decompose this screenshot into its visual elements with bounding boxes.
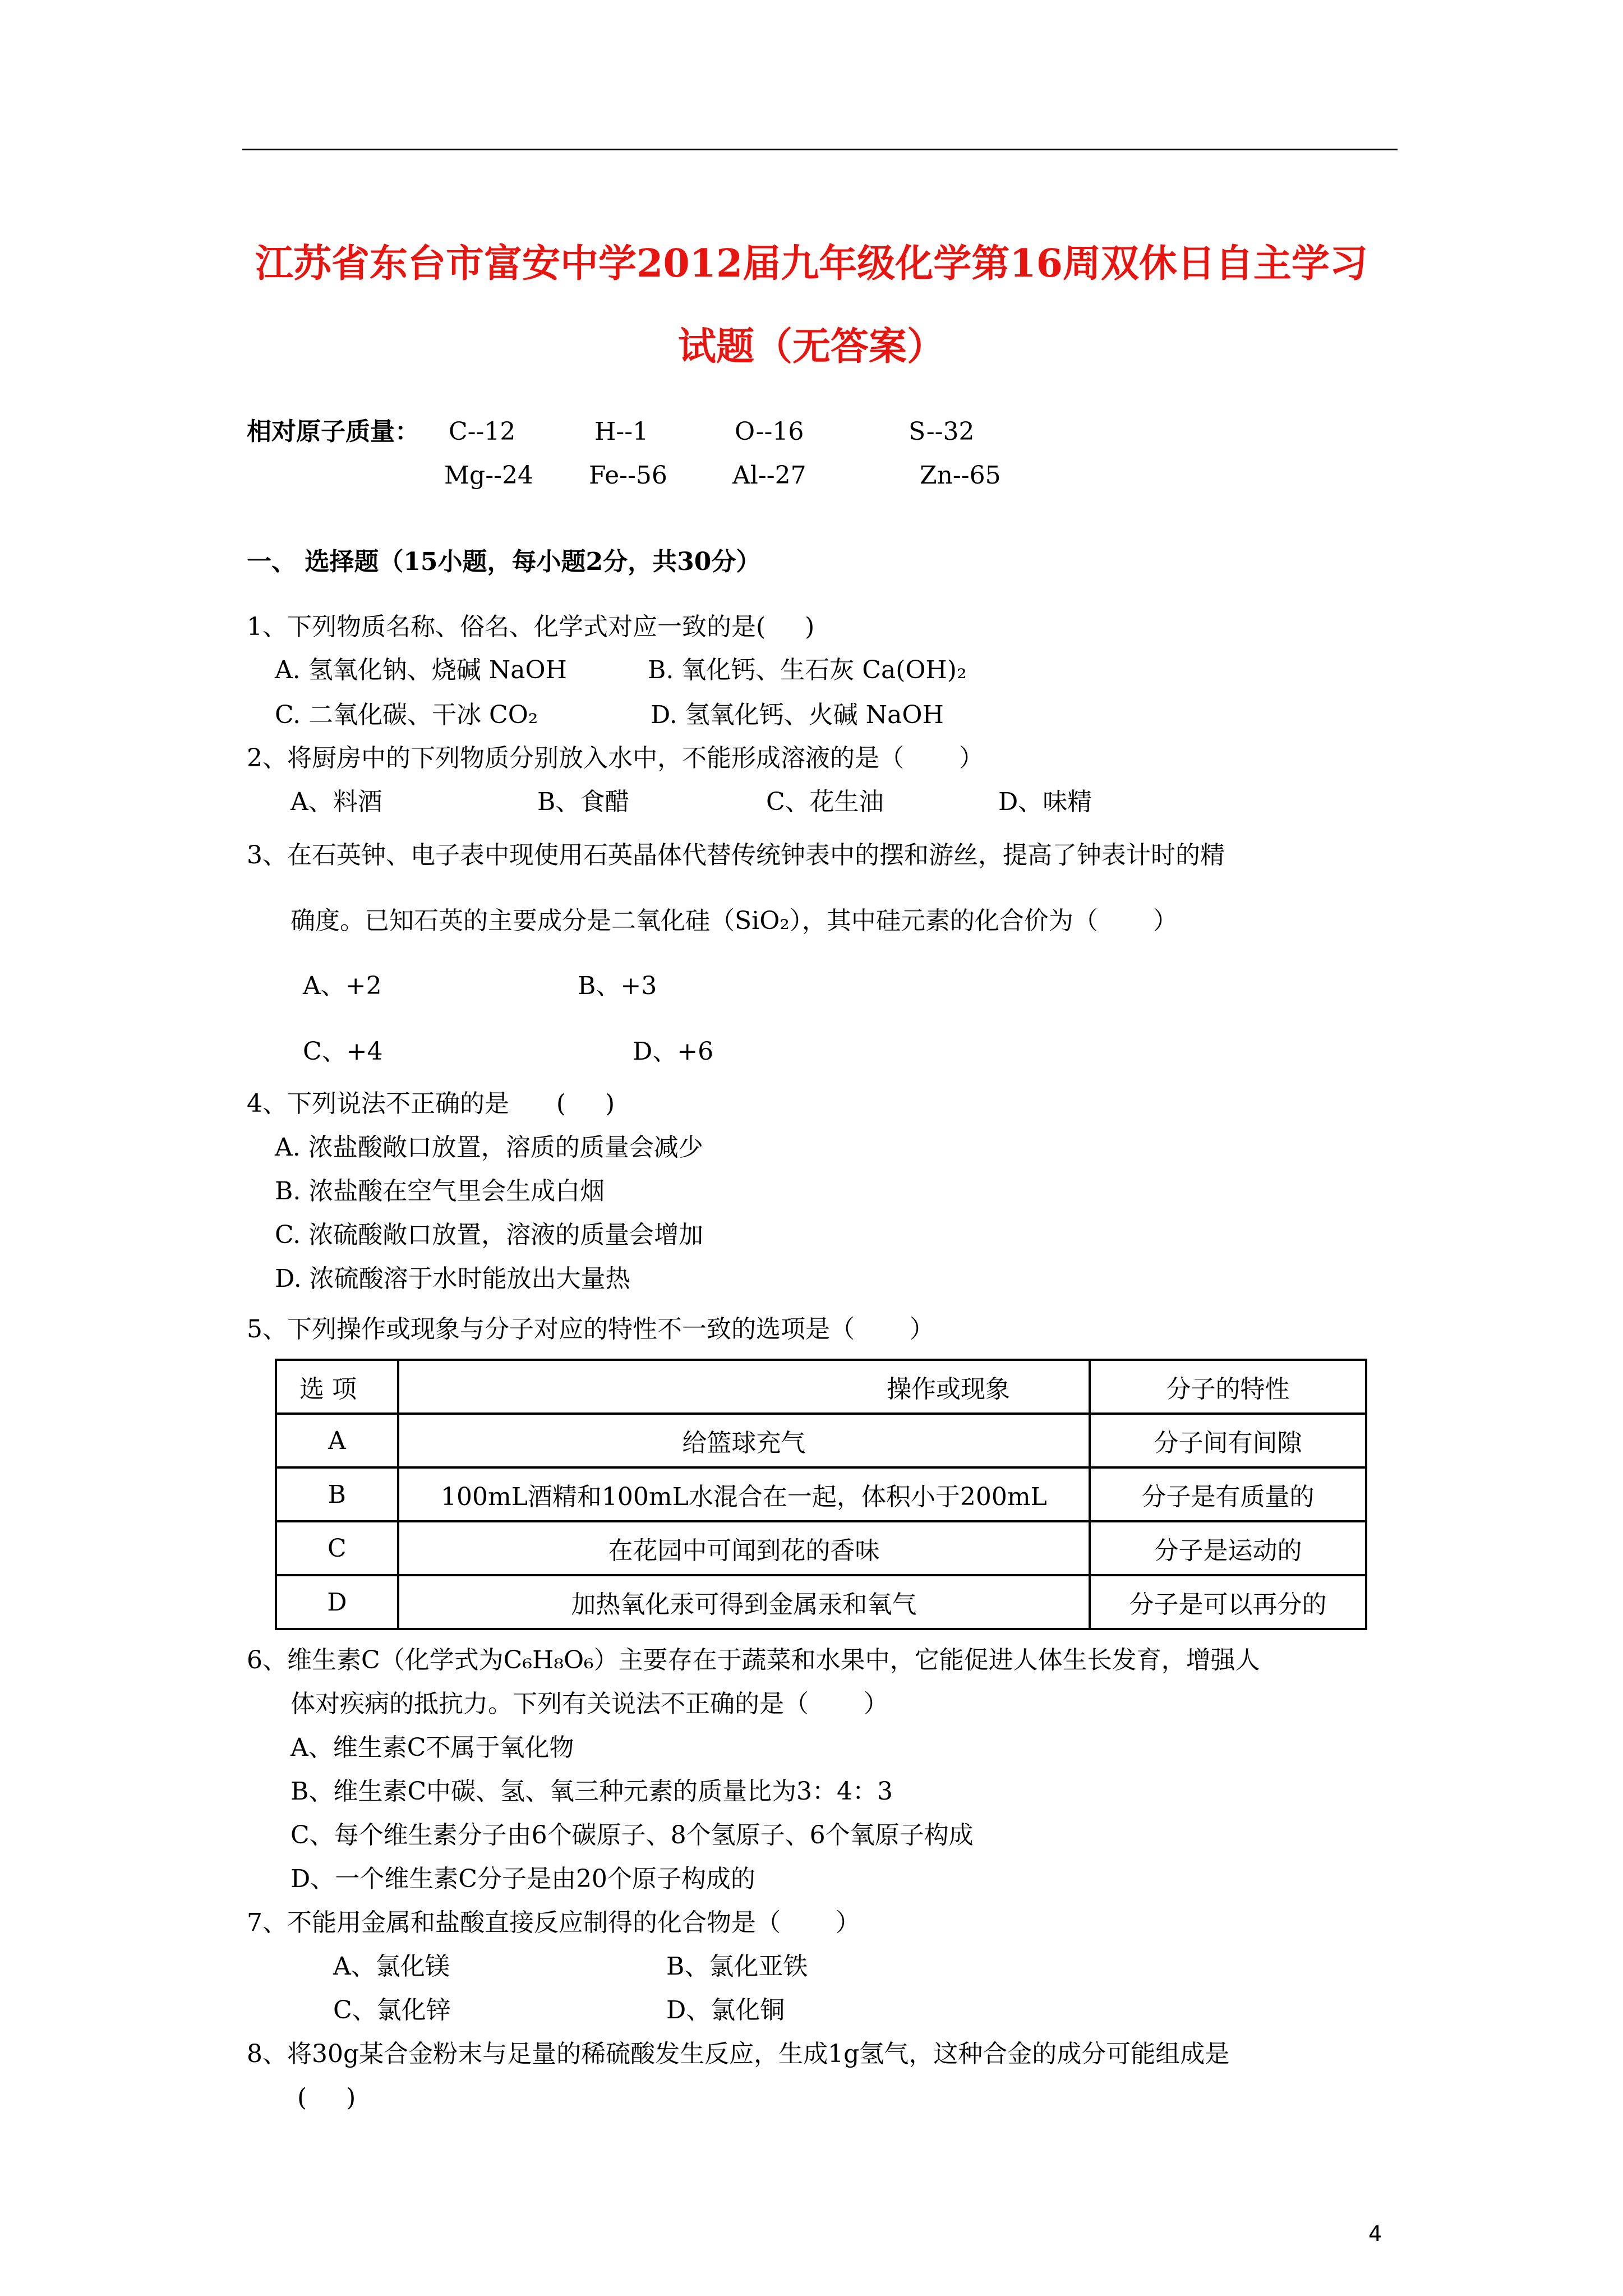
- q1-stem: 1、下列物质名称、俗名、化学式对应一致的是( ): [247, 613, 815, 641]
- q4-option-c: C. 浓硫酸敞口放置，溶液的质量会增加: [275, 1221, 704, 1249]
- q5-row-d-option: D: [276, 1575, 398, 1629]
- q3-option-b: B、+3: [578, 972, 657, 1000]
- q5-row-b-operation: 100mL酒精和100mL水混合在一起，体积小于200mL: [398, 1467, 1090, 1521]
- q5-header-property: 分子的特性: [1090, 1360, 1366, 1414]
- q7-option-d: D、氯化铜: [666, 1996, 785, 2024]
- atomic-mass-fe: Fe--56: [589, 461, 667, 490]
- q5-row-b-property: 分子是有质量的: [1090, 1467, 1366, 1521]
- q2-option-c: C、花生油: [766, 788, 884, 816]
- q8-stem-line1: 8、将30g某合金粉末与足量的稀硫酸发生反应，生成1g氢气，这种合金的成分可能组成是: [247, 2040, 1230, 2068]
- q7-stem: 7、不能用金属和盐酸直接反应制得的化合物是（ ）: [247, 1908, 860, 1937]
- atomic-mass-c: C--12: [449, 417, 516, 446]
- atomic-mass-s: S--32: [909, 417, 975, 446]
- q3-stem-line2: 确度。已知石英的主要成分是二氧化硅（SiO₂），其中硅元素的化合价为（ ）: [291, 907, 1178, 935]
- q2-option-a: A、料酒: [291, 788, 382, 816]
- q5-table-header-row: [276, 1360, 1366, 1414]
- header-rule: [242, 149, 1398, 150]
- q7-option-b: B、氯化亚铁: [666, 1952, 808, 1981]
- q2-stem: 2、将厨房中的下列物质分别放入水中，不能形成溶液的是（ ）: [247, 744, 984, 772]
- q5-stem: 5、下列操作或现象与分子对应的特性不一致的选项是（ ）: [247, 1315, 934, 1343]
- atomic-mass-zn: Zn--65: [920, 461, 1001, 490]
- page-number: 4: [1368, 2221, 1382, 2246]
- q3-stem-line1: 3、在石英钟、电子表中现使用石英晶体代替传统钟表中的摆和游丝，提高了钟表计时的精: [247, 841, 1225, 869]
- atomic-mass-al: Al--27: [732, 461, 806, 490]
- q5-row-d-operation: 加热氧化汞可得到金属汞和氧气: [398, 1575, 1090, 1629]
- atomic-mass-label: 相对原子质量：: [247, 417, 419, 446]
- q5-header-option: 选 项: [276, 1360, 398, 1414]
- q7-option-a: A、氯化镁: [333, 1952, 450, 1981]
- q4-option-b: B. 浓盐酸在空气里会生成白烟: [275, 1177, 605, 1205]
- section-heading: 一、 选择题（15小题，每小题2分，共30分）: [247, 547, 761, 576]
- q5-row-b-option: B: [276, 1467, 398, 1521]
- q2-option-b: B、食醋: [537, 788, 630, 816]
- q5-row-d-property: 分子是可以再分的: [1090, 1575, 1366, 1629]
- table-row: [276, 1414, 1366, 1467]
- q4-stem: 4、下列说法不正确的是 ( ): [247, 1089, 615, 1118]
- q6-stem-line1: 6、维生素C（化学式为C₆H₈O₆）主要存在于蔬菜和水果中，它能促进人体生长发育，增强人: [247, 1646, 1260, 1674]
- q4-option-a: A. 浓盐酸敞口放置，溶质的质量会减少: [275, 1133, 703, 1162]
- q6-option-a: A、维生素C不属于氧化物: [291, 1733, 574, 1762]
- q5-row-a-option: A: [276, 1414, 398, 1467]
- table-row: [276, 1521, 1366, 1575]
- q1-option-a: A. 氢氧化钠、烧碱 NaOH: [275, 656, 567, 684]
- q3-option-d: D、+6: [633, 1037, 714, 1066]
- q4-option-d: D. 浓硫酸溶于水时能放出大量热: [275, 1264, 630, 1293]
- q7-option-c: C、氯化锌: [333, 1996, 451, 2024]
- table-row: [276, 1575, 1366, 1629]
- q6-stem-line2: 体对疾病的抵抗力。下列有关说法不正确的是（ ）: [291, 1690, 888, 1718]
- q6-option-c: C、每个维生素分子由6个碳原子、8个氢原子、6个氧原子构成: [291, 1821, 974, 1849]
- q5-row-a-property: 分子间有间隙: [1090, 1414, 1366, 1467]
- q5-header-operation: 操作或现象: [398, 1360, 1090, 1414]
- atomic-mass-mg: Mg--24: [444, 461, 533, 490]
- q1-option-b: B. 氧化钙、生石灰 Ca(OH)₂: [648, 656, 967, 684]
- q1-option-d: D. 氢氧化钙、火碱 NaOH: [651, 701, 944, 729]
- q6-option-d: D、一个维生素C分子是由20个原子构成的: [291, 1865, 755, 1893]
- table-row: [276, 1467, 1366, 1521]
- q1-option-c: C. 二氧化碳、干冰 CO₂: [275, 701, 538, 729]
- q2-option-d: D、味精: [998, 788, 1092, 816]
- q5-row-c-option: C: [276, 1521, 398, 1575]
- q8-stem-line2: ( ): [297, 2083, 356, 2112]
- q3-option-c: C、+4: [303, 1037, 383, 1066]
- q5-row-c-property: 分子是运动的: [1090, 1521, 1366, 1575]
- q5-row-a-operation: 给篮球充气: [398, 1414, 1090, 1467]
- q3-option-a: A、+2: [303, 972, 382, 1000]
- q5-table: [275, 1359, 1367, 1630]
- document-title-line1: 江苏省东台市富安中学2012届九年级化学第16周双休日自主学习: [255, 241, 1368, 286]
- q6-option-b: B、维生素C中碳、氢、氧三种元素的质量比为3：4：3: [291, 1777, 893, 1806]
- q5-row-c-operation: 在花园中可闻到花的香味: [398, 1521, 1090, 1575]
- atomic-mass-o: O--16: [735, 417, 804, 446]
- document-title-line2: 试题（无答案）: [677, 324, 945, 369]
- atomic-mass-h: H--1: [594, 417, 649, 446]
